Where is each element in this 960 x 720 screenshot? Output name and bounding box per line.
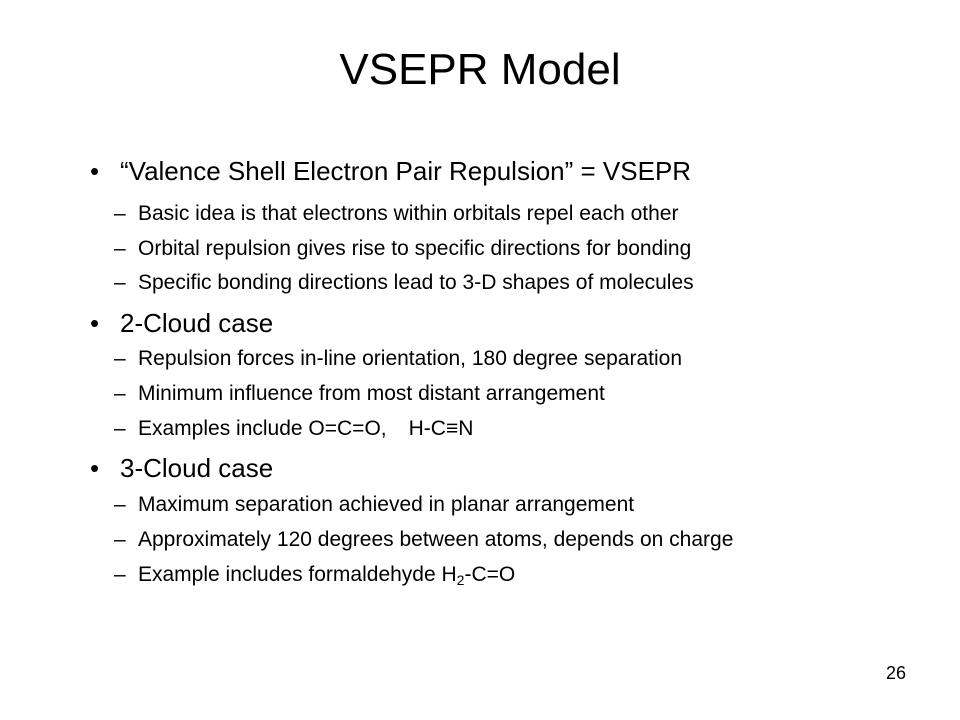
bullet-glyph: • [90,308,100,338]
sub-item-text: Orbital repulsion gives rise to specific directions for bonding [138,237,692,260]
sub-item [114,492,634,518]
sub-item-text-lead: Example includes formaldehyde H [138,563,457,586]
sub-item [114,201,678,227]
sub-item-text: Repulsion forces in-line orientation, 180 degree separation [138,347,683,370]
sub-item-text: Specific bonding directions lead to 3-D shapes of molecules [138,271,694,294]
sub-item-text-tail: -C=O [464,563,516,586]
sub-item-text: Basic idea is that electrons within orbitals repel each other [138,202,679,225]
slide-title: VSEPR Model [339,45,621,94]
dash-glyph: – [114,202,126,225]
sub-item-text: Approximately 120 degrees between atoms, depends on charge [138,528,734,551]
bullet-item-3-cloud-case [90,453,273,483]
dash-glyph: – [114,528,126,551]
page-number: 26 [885,663,906,683]
sub-item [114,381,605,407]
bullet-glyph: • [90,156,100,186]
bullet-text: 3-Cloud case [120,453,274,483]
sub-item-text: Maximum separation achieved in planar arrangement [138,493,635,516]
dash-glyph: – [114,237,126,260]
sub-item [114,346,682,372]
subscript: 2 [456,572,465,588]
sub-item-text: Minimum influence from most distant arrangement [138,382,605,405]
bullet-text: 2-Cloud case [120,308,274,338]
dash-glyph: – [114,417,126,440]
dash-glyph: – [114,493,126,516]
bullet-glyph: • [90,453,100,483]
bullet-item-vsepr-definition [90,156,691,186]
sub-item [114,236,691,262]
dash-glyph: – [114,563,126,586]
sub-item [114,527,733,553]
sub-item-text-lead: Examples include O=C=O, [138,417,387,440]
sub-item [114,270,694,296]
dash-glyph: – [114,347,126,370]
dash-glyph: – [114,271,126,294]
bullet-item-2-cloud-case [90,308,273,338]
dash-glyph: – [114,382,126,405]
bullet-text: “Valence Shell Electron Pair Repulsion” = VSEPR [120,156,692,186]
sub-item [114,416,473,442]
sub-item-text-formula: H-C≡N [408,417,474,440]
sub-item [114,562,515,588]
